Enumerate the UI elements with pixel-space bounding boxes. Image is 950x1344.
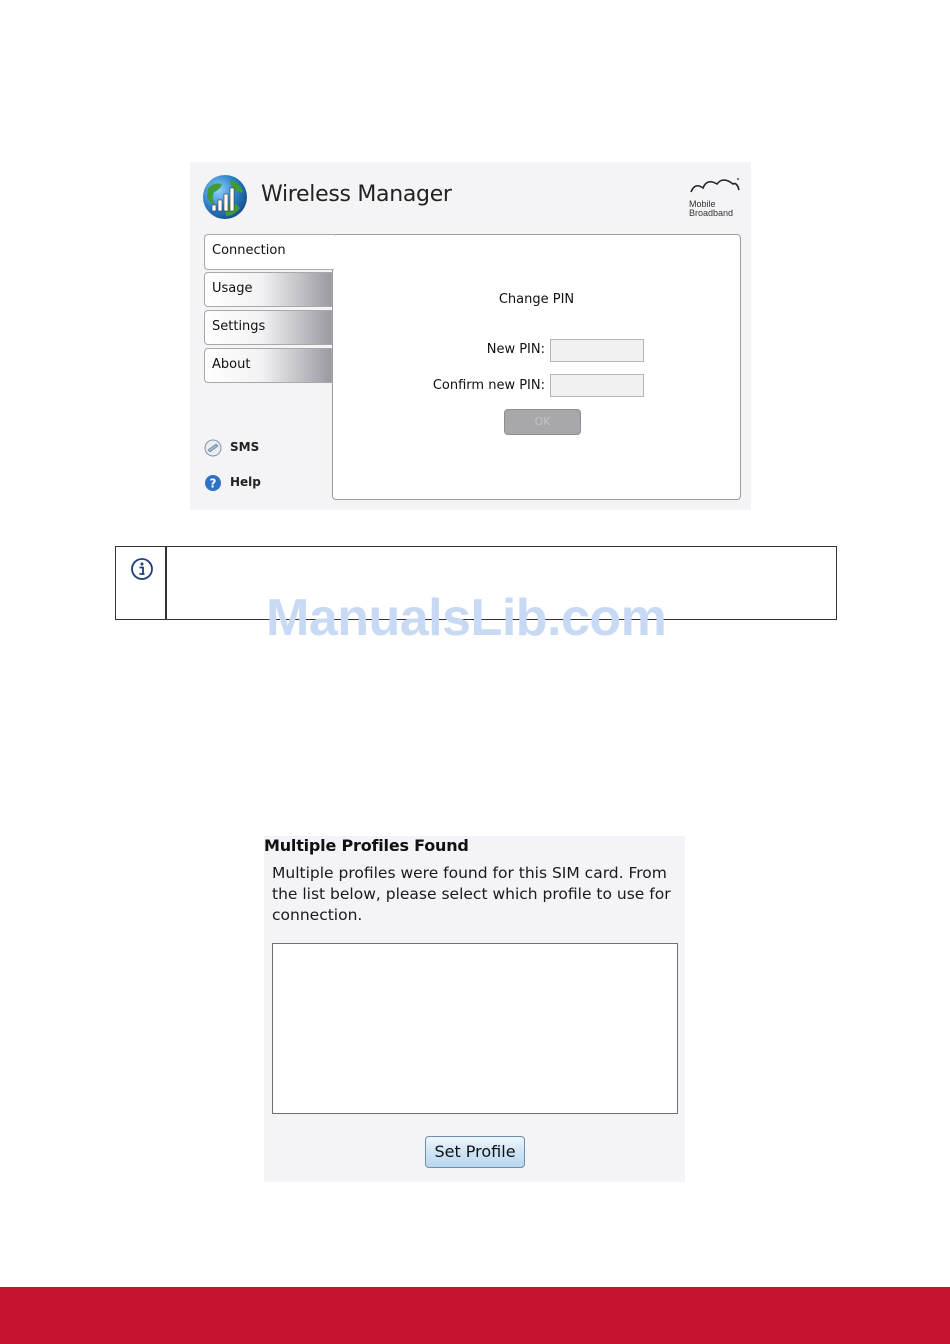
profile-list[interactable] <box>272 943 678 1114</box>
tab-settings[interactable] <box>204 310 332 345</box>
cloud-logo-icon <box>689 176 745 198</box>
tab-usage[interactable] <box>204 272 332 307</box>
mobile-broadband-logo <box>689 176 745 220</box>
help-icon <box>204 474 222 492</box>
app-title: Wireless Manager <box>261 182 452 207</box>
note-divider <box>165 547 167 619</box>
signal-globe-icon <box>202 174 248 220</box>
brand-line-2: Broadband <box>689 208 734 218</box>
confirm-pin-input[interactable] <box>550 374 644 397</box>
dialog-description: Multiple profiles were found for this SIM card. From the list below, please select which profile to use for connection. <box>272 864 671 924</box>
tab-label: Usage <box>212 281 253 296</box>
dialog-title: Multiple Profiles Found <box>264 836 469 855</box>
watermark-text: ManualsLib.com <box>266 589 667 647</box>
svg-text:?: ? <box>209 476 217 491</box>
sms-label: SMS <box>230 440 260 454</box>
change-pin-title: Change PIN <box>498 292 575 307</box>
brand-line-1: Mobile <box>689 199 716 209</box>
wireless-manager-window <box>190 162 751 510</box>
new-pin-input[interactable] <box>550 339 644 362</box>
tab-connection[interactable] <box>204 234 334 270</box>
tab-label: Connection <box>212 243 286 258</box>
tab-label: About <box>212 357 251 372</box>
footer-band <box>0 1287 950 1344</box>
confirm-pin-label: Confirm new PIN: <box>432 378 545 393</box>
content-panel <box>332 234 741 500</box>
set-profile-button[interactable]: Set Profile <box>425 1136 525 1168</box>
info-icon <box>130 557 154 581</box>
tab-about[interactable] <box>204 348 332 383</box>
tab-label: Settings <box>212 319 266 334</box>
new-pin-label: New PIN: <box>486 342 545 357</box>
help-label: Help <box>230 475 261 489</box>
ok-button[interactable]: OK <box>504 409 581 435</box>
sms-icon <box>204 439 222 457</box>
multiple-profiles-dialog <box>264 836 685 1182</box>
